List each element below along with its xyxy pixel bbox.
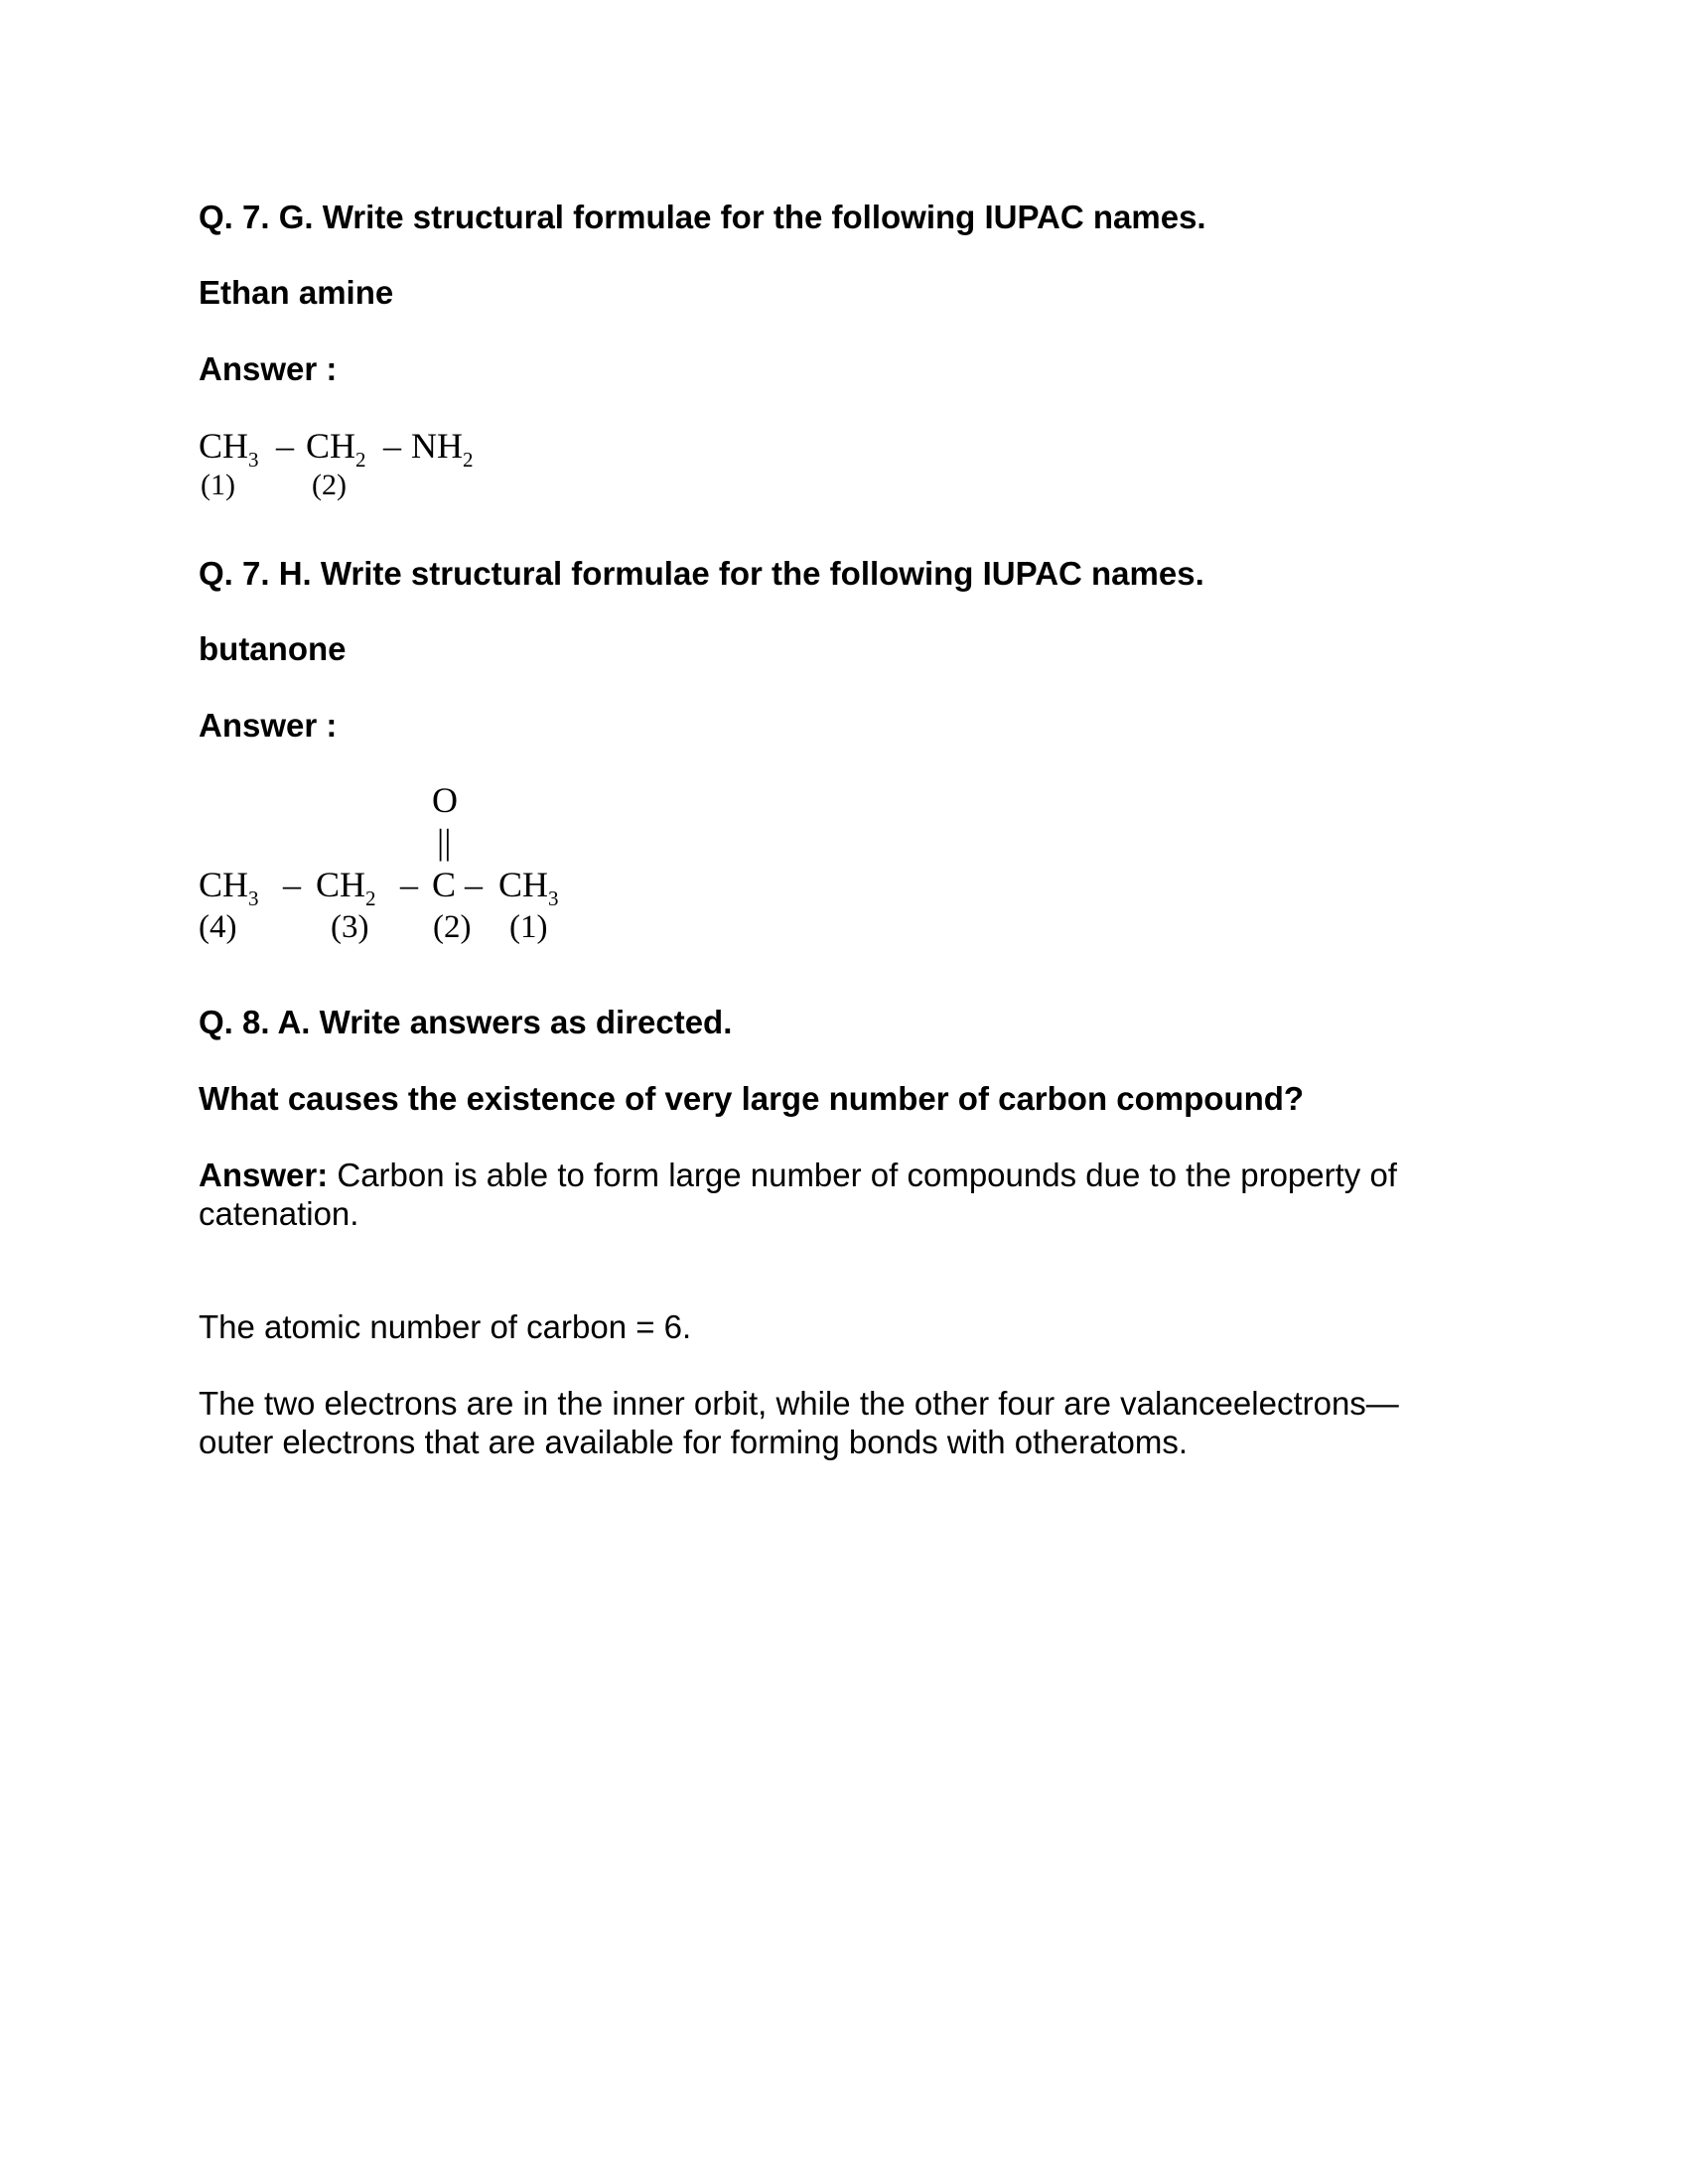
butanone-structural-formula (199, 779, 655, 958)
formula-bond: – (465, 865, 483, 904)
formula-bond: – (283, 865, 301, 904)
carbon-number-label: (2) (312, 469, 347, 501)
question-8a-answer-label: Answer: (199, 1157, 329, 1193)
ethanamine-structural-formula (199, 425, 596, 514)
carbon-number-label: (4) (199, 909, 237, 945)
carbon-number-label: (3) (331, 909, 369, 945)
formula-group-c: C (432, 865, 457, 904)
formula-bond: – (383, 426, 401, 466)
formula-group-ch2: $CH_2$ (306, 426, 366, 472)
formula-double-bond: || (437, 822, 452, 862)
question-7h-compound-name: butanone (199, 630, 347, 667)
question-8a-answer-text: Carbon is able to form large number of compounds due to the property of catenation. (199, 1157, 1397, 1232)
carbon-number-label: (1) (509, 909, 548, 945)
question-8a-answer (199, 1156, 1450, 1233)
formula-group-ch3: $CH_3$ (199, 865, 259, 910)
atomic-number-paragraph: The atomic number of carbon = 6. (199, 1308, 692, 1345)
question-7g-answer-label: Answer : (199, 350, 338, 387)
electrons-paragraph: The two electrons are in the inner orbit, while the other four are valanceelectrons— outer electrons that are available for forming bonds with otheratoms. (199, 1385, 1399, 1460)
formula-group-nh2: $NH_2$ (411, 426, 474, 472)
question-7g-compound-name: Ethan amine (199, 274, 394, 311)
formula-bond: – (400, 865, 418, 904)
formula-bond: – (276, 426, 294, 466)
question-8a-prompt: What causes the existence of very large number of carbon compound? (199, 1080, 1305, 1117)
formula-oxygen: O (432, 780, 458, 820)
formula-group-ch2: $CH_2$ (316, 865, 376, 910)
carbon-number-label: (2) (433, 909, 472, 945)
question-7g-heading: Q. 7. G. Write structural formulae for the following IUPAC names. (199, 199, 1206, 235)
question-7h-answer-label: Answer : (199, 707, 338, 744)
question-7h-heading: Q. 7. H. Write structural formulae for the following IUPAC names. (199, 555, 1204, 592)
formula-group-ch3: $CH_3$ (498, 865, 559, 910)
formula-group-ch3: $CH_3$ (199, 426, 259, 472)
question-8a-heading: Q. 8. A. Write answers as directed. (199, 1004, 733, 1040)
carbon-number-label: (1) (201, 469, 235, 501)
